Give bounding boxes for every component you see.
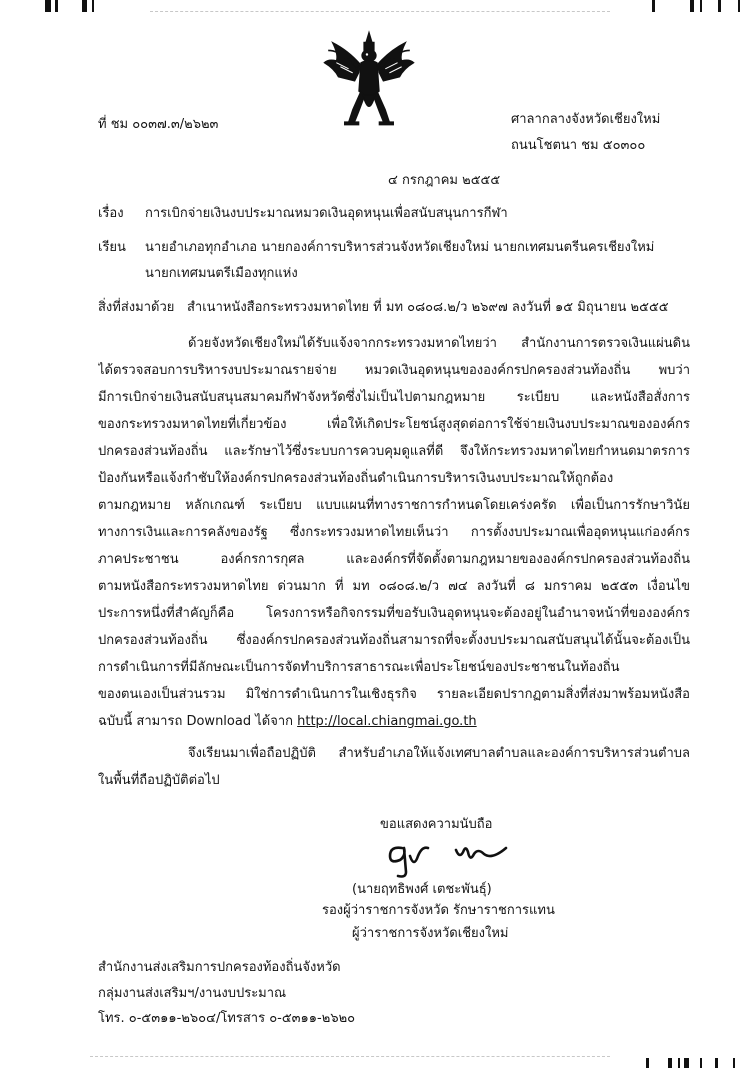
letter-date: ๔ กรกฎาคม ๒๕๕๕ bbox=[388, 173, 501, 188]
body-line: จึงเรียนมาเพื่อถือปฏิบัติ สำหรับอำเภอให้แจ้งเทศบาลตำบลและองค์การบริหารส่วนตำบล bbox=[188, 746, 690, 761]
closing-salutation: ขอแสดงความนับถือ bbox=[380, 817, 493, 832]
enclosure-label: สิ่งที่ส่งมาด้วย bbox=[98, 300, 175, 315]
signatory-position-2: ผู้ว่าราชการจังหวัดเชียงใหม่ bbox=[352, 926, 509, 941]
handwritten-signature bbox=[380, 834, 540, 878]
body-line: ปกครองส่วนท้องถิ่น และรักษาไว้ซึ่งระบบการควบคุมดูแลที่ดี จึงให้กระทรวงมหาดไทยกำหนดมาตรการ bbox=[98, 444, 690, 459]
body-line: ตามกฎหมาย หลักเกณฑ์ ระเบียบ แบบแผนที่ทางราชการกำหนดโดยเคร่งครัด เพื่อเป็นการรักษาวินัย bbox=[98, 498, 690, 513]
recipient-line-2: นายกเทศมนตรีเมืองทุกแห่ง bbox=[145, 266, 298, 281]
download-line bbox=[98, 708, 690, 735]
body-line: ได้ตรวจสอบการบริหารงบประมาณรายจ่าย หมวดเงินอุดหนุนขององค์กรปกครองส่วนท้องถิ่น พบว่า bbox=[98, 363, 690, 378]
scan-artifact-top bbox=[0, 0, 750, 14]
body-line: ป้องกันหรือแจ้งกำชับให้องค์กรปกครองส่วนท้องถิ่นดำเนินการบริหารเงินงบประมาณให้ถูกต้อง bbox=[98, 471, 614, 486]
body-line: ภาคประชาชน องค์กรการกุศล และองค์กรที่จัดตั้งตามกฎหมายขององค์กรปกครองส่วนท้องถิ่น bbox=[98, 552, 690, 567]
signatory-name: (นายฤทธิพงศ์ เตชะพันธุ์) bbox=[352, 882, 492, 897]
footer-group: กลุ่มงานส่งเสริมฯ/งานงบประมาณ bbox=[98, 986, 287, 1001]
enclosure-text: สำเนาหนังสือกระทรวงมหาดไทย ที่ มท ๐๘๐๘.๒/ว ๒๖๙๗ ลงวันที่ ๑๕ มิถุนายน ๒๕๕๕ bbox=[187, 300, 669, 315]
garuda-emblem bbox=[318, 28, 420, 130]
reference-number: ที่ ชม ๐๐๓๗.๓/๒๖๒๓ bbox=[98, 117, 219, 132]
subject-text: การเบิกจ่ายเงินงบประมาณหมวดเงินอุดหนุนเพื่อสนับสนุนการกีฬา bbox=[145, 206, 508, 221]
body-paragraph-1 bbox=[98, 330, 690, 735]
subject-label: เรื่อง bbox=[98, 206, 124, 221]
body-line: ตามหนังสือกระทรวงมหาดไทย ด่วนมาก ที่ มท ๐๘๐๘.๒/ว ๗๔ ลงวันที่ ๘ มกราคม ๒๕๕๓ เงื่อนไข bbox=[98, 579, 690, 594]
footer-phone: โทร. ๐-๕๓๑๑-๒๖๐๔/โทรสาร ๐-๕๓๑๑-๒๖๒๐ bbox=[98, 1011, 356, 1026]
signatory-position-1: รองผู้ว่าราชการจังหวัด รักษาราชการแทน bbox=[322, 903, 555, 918]
body-paragraph-2 bbox=[98, 740, 690, 794]
body-line: การดำเนินการที่มีลักษณะเป็นการจัดทำบริการสาธารณะเพื่อประโยชน์ของประชาชนในท้องถิ่น bbox=[98, 660, 620, 675]
body-line: มีการเบิกจ่ายเงินสนับสนุนสมาคมกีฬาจังหวัดซึ่งไม่เป็นไปตามกฎหมาย ระเบียบ และหนังสือสั่งการ bbox=[98, 390, 690, 405]
office-address: ถนนโชตนา ชม ๕๐๓๐๐ bbox=[511, 138, 646, 153]
download-link[interactable]: http://local.chiangmai.go.th bbox=[297, 714, 477, 729]
body-line: ทางการเงินและการคลังของรัฐ ซึ่งกระทรวงมหาดไทยเห็นว่า การตั้งงบประมาณเพื่ออุดหนุนแก่องค์กร bbox=[98, 525, 690, 540]
body-line: ของกระทรวงมหาดไทยที่เกี่ยวข้อง เพื่อให้เกิดประโยชน์สูงสุดต่อการใช้จ่ายเงินงบประมาณขององค์กร bbox=[98, 417, 690, 432]
body-line: ของตนเองเป็นส่วนรวม มิใช่การดำเนินการในเชิงธุรกิจ รายละเอียดปรากฏตามสิ่งที่ส่งมาพร้อมหนังสือ bbox=[98, 687, 690, 702]
body-line: ประการหนึ่งที่สำคัญก็คือ โครงการหรือกิจกรรมที่ขอรับเงินอุดหนุนจะต้องอยู่ในอำนาจหน้าที่ขององค์กร bbox=[98, 606, 690, 621]
recipient-label: เรียน bbox=[98, 240, 126, 255]
footer-office: สำนักงานส่งเสริมการปกครองท้องถิ่นจังหวัด bbox=[98, 960, 341, 975]
body-line: ในพื้นที่ถือปฏิบัติต่อไป bbox=[98, 773, 220, 788]
recipient-line-1: นายอำเภอทุกอำเภอ นายกองค์การบริหารส่วนจังหวัดเชียงใหม่ นายกเทศมนตรีนครเชียงใหม่ bbox=[145, 240, 655, 255]
office-name: ศาลากลางจังหวัดเชียงใหม่ bbox=[511, 112, 661, 127]
body-line: ปกครองส่วนท้องถิ่น ซึ่งองค์กรปกครองส่วนท้องถิ่นสามารถที่จะตั้งงบประมาณสนับสนุนได้นั้นจะต้องเป็น bbox=[98, 633, 690, 648]
download-prefix: ฉบับนี้ สามารถ Download ได้จาก bbox=[98, 714, 298, 729]
scan-artifact-bottom bbox=[0, 1055, 750, 1068]
body-line: ด้วยจังหวัดเชียงใหม่ได้รับแจ้งจากกระทรวงมหาดไทยว่า สำนักงานการตรวจเงินแผ่นดิน bbox=[188, 336, 690, 351]
